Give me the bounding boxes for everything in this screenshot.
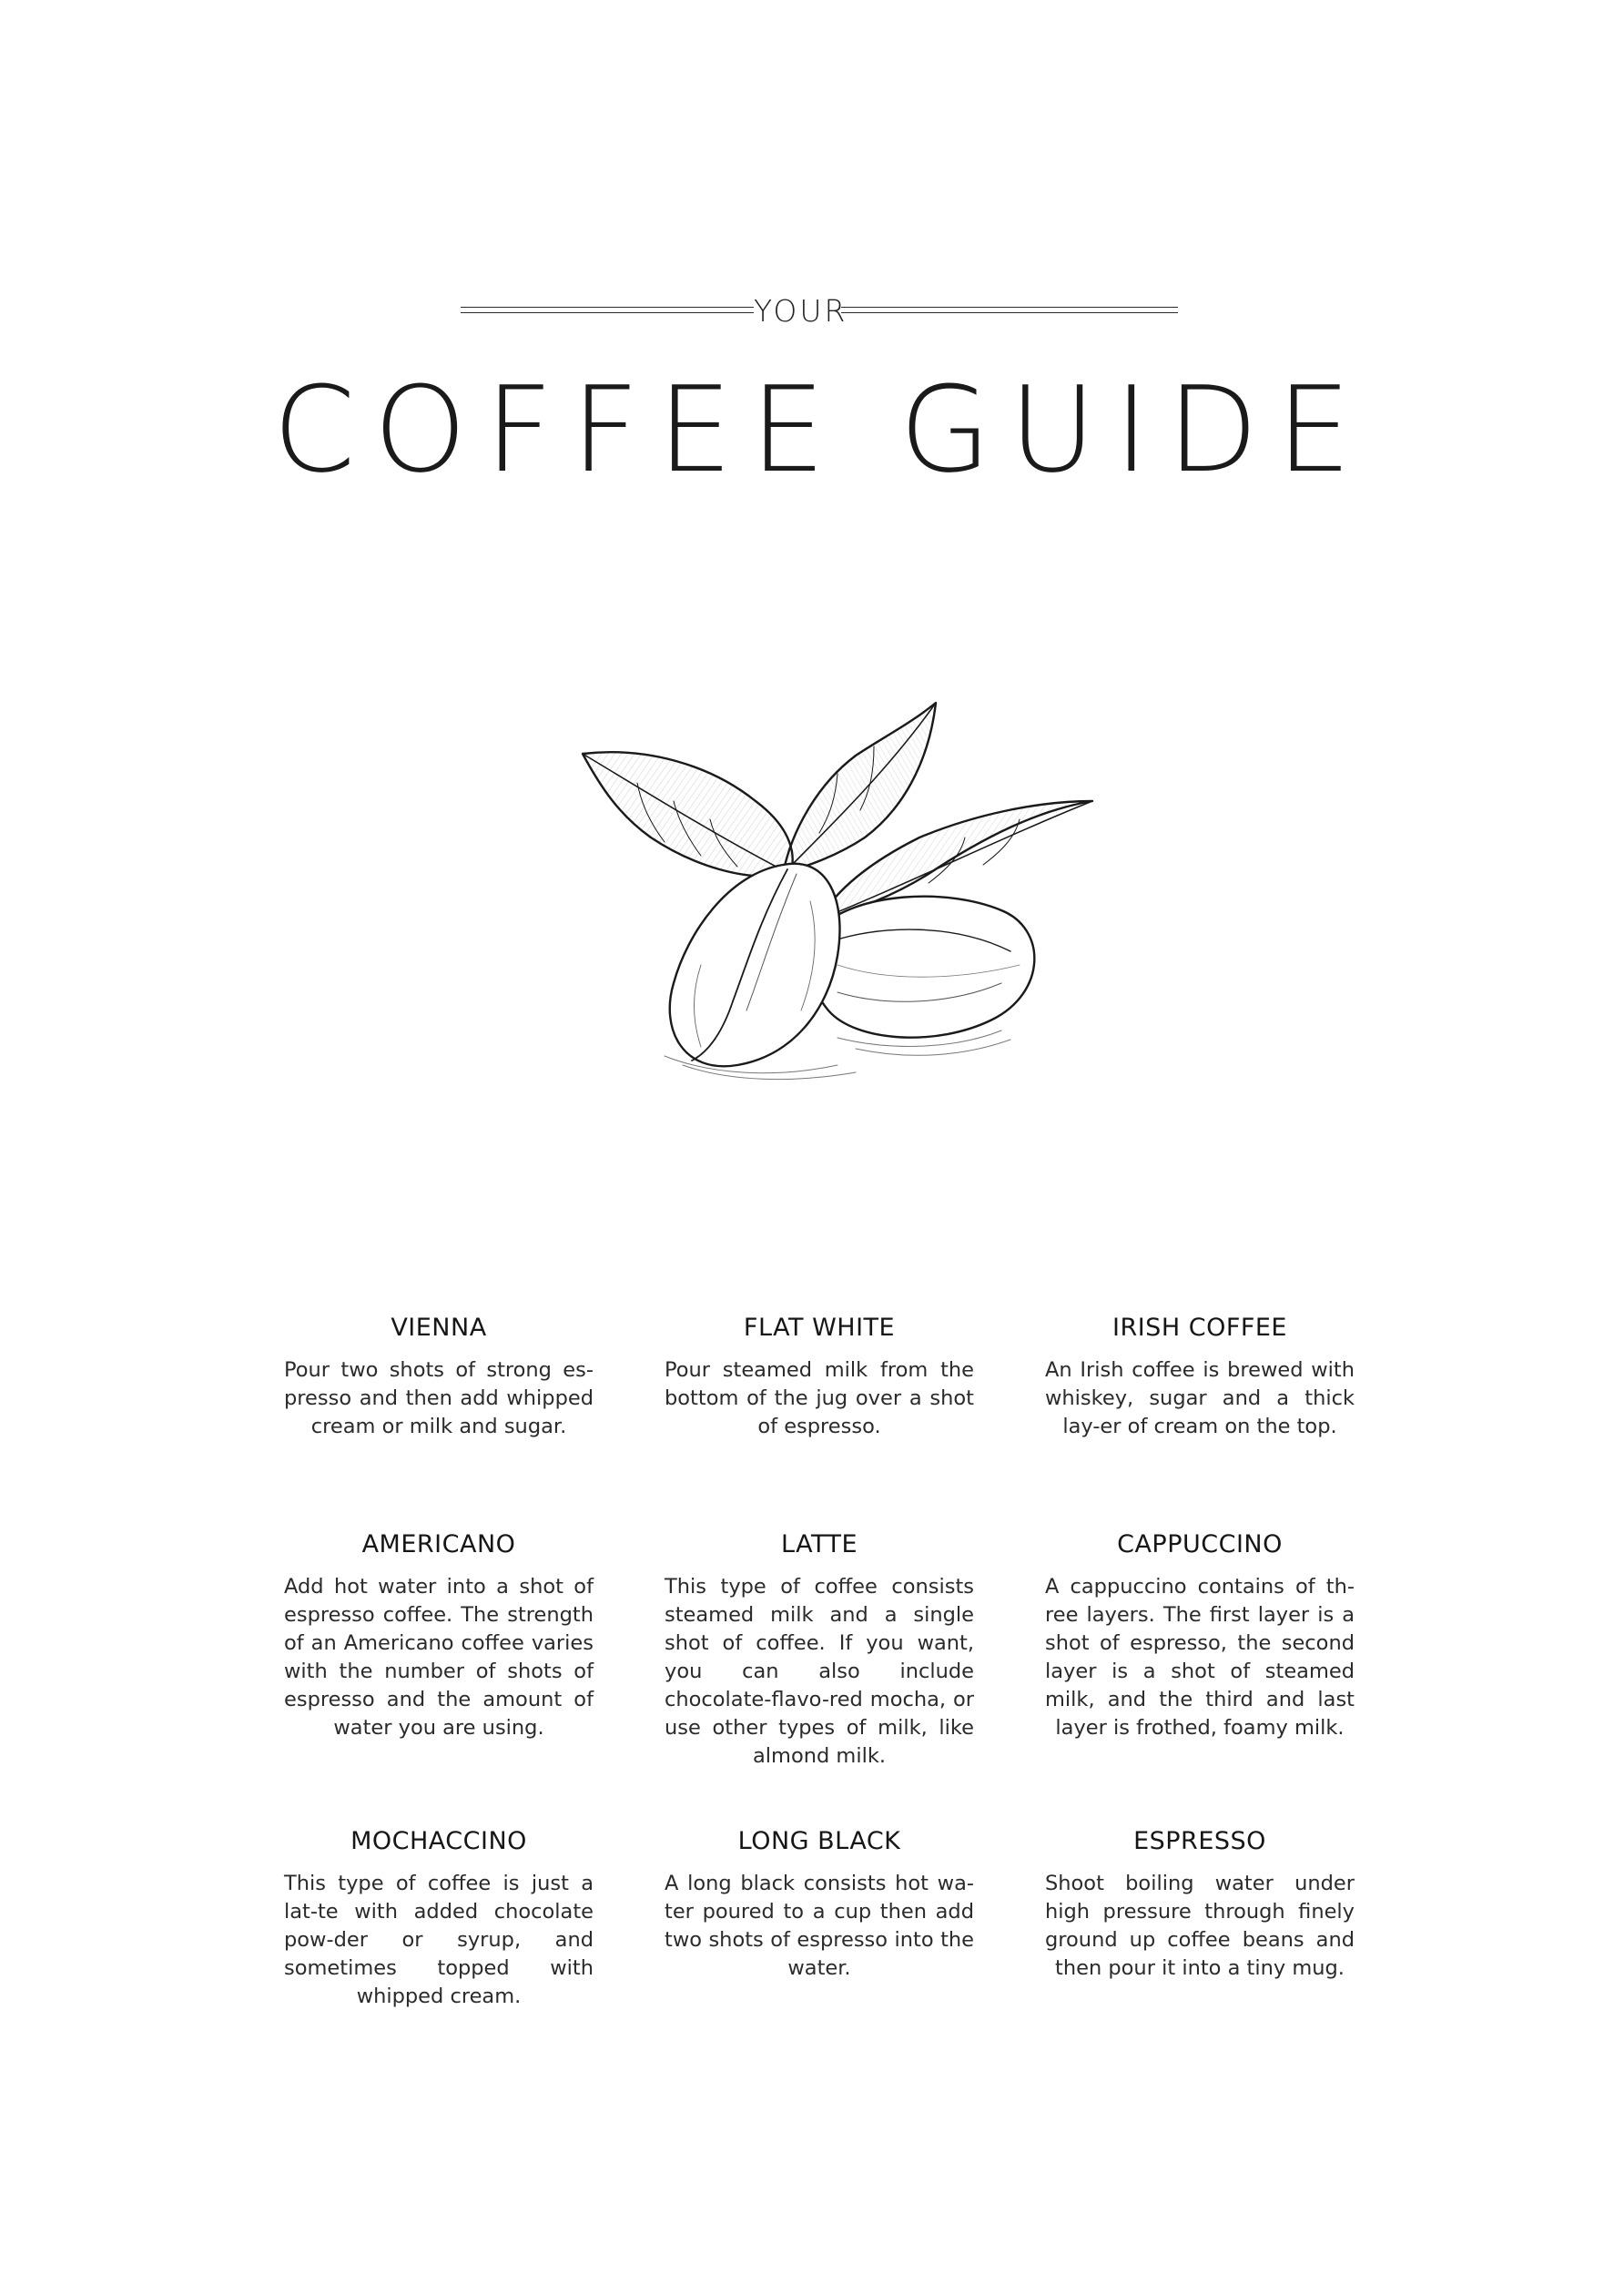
guide-item-description: A long black consists hot wa-ter poured to a cup then add two shots of espresso into the water. xyxy=(665,1872,974,1980)
guide-item-cappuccino xyxy=(1045,1529,1355,1742)
guide-item-description: This type of coffee consists steamed milk and a single shot of coffee. If you want, you can also include chocolate-flavo-red mocha, or use other types of milk, like almond milk. xyxy=(665,1575,974,1768)
guide-item-title: MOCHACCINO xyxy=(350,1827,527,1855)
guide-item-description: Pour steamed milk from the bottom of the jug over a shot of espresso. xyxy=(665,1358,974,1438)
guide-item-description: An Irish coffee is brewed with whiskey, sugar and a thick lay-er of cream on the top. xyxy=(1045,1358,1355,1438)
guide-item-title: CAPPUCCINO xyxy=(1117,1530,1283,1558)
guide-item-description: Pour two shots of strong es-presso and then add whipped cream or milk and sugar. xyxy=(284,1358,594,1438)
kicker-text: YOUR xyxy=(754,293,848,329)
guide-item-description: Shoot boiling water under high pressure through finely ground up coffee beans and then pour it into a tiny mug. xyxy=(1045,1872,1355,1980)
guide-item-latte xyxy=(665,1529,974,1771)
guide-item-title: IRISH COFFEE xyxy=(1112,1314,1287,1342)
guide-item-description: This type of coffee is just a lat-te with added chocolate pow-der or syrup, and sometimes topped with whipped cream. xyxy=(284,1872,594,2008)
guide-item-vienna xyxy=(284,1313,594,1441)
guide-item-espresso xyxy=(1045,1826,1355,1983)
guide-item-title: VIENNA xyxy=(391,1314,487,1342)
guide-item-title: ESPRESSO xyxy=(1133,1827,1266,1855)
guide-item-title: FLAT WHITE xyxy=(743,1314,896,1342)
guide-item-long-black xyxy=(665,1826,974,1983)
guide-item-irish-coffee xyxy=(1045,1313,1355,1441)
guide-item-description: Add hot water into a shot of espresso coffee. The strength of an Americano coffee varies with the number of shots of espresso and the amount of water you are using. xyxy=(284,1575,594,1740)
guide-item-title: LONG BLACK xyxy=(737,1827,901,1855)
guide-item-title: AMERICANO xyxy=(361,1530,516,1558)
guide-item-title: LATTE xyxy=(780,1530,858,1558)
guide-item-mochaccino xyxy=(284,1826,594,2011)
guide-item-description: A cappuccino contains of th-ree layers. The first layer is a shot of espresso, the second layer is a shot of steamed milk, and the third and last layer is frothed, foamy milk. xyxy=(1045,1575,1355,1740)
guide-item-flat-white xyxy=(665,1313,974,1441)
guide-item-americano xyxy=(284,1529,594,1742)
page-title: COFFEE GUIDE xyxy=(272,360,1370,499)
